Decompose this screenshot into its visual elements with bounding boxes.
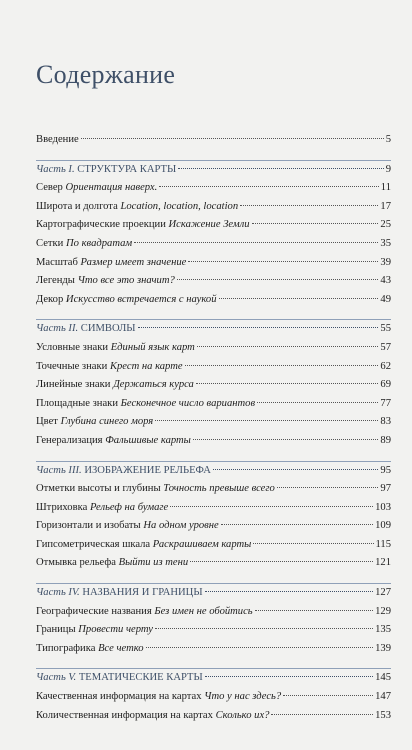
dot-leader [257, 402, 378, 403]
toc-page-number: 17 [380, 200, 391, 212]
toc-entry [36, 376, 391, 395]
part-name: СИМВОЛЫ [80, 323, 136, 335]
toc-page-number: 83 [380, 416, 391, 428]
part-title [36, 161, 176, 180]
toc-page-number: 115 [375, 538, 391, 550]
entry-topic: Цвет [36, 416, 58, 428]
entry-topic: Горизонтали и изобаты [36, 520, 141, 532]
toc-entry [36, 272, 391, 291]
toc-entry-label [36, 179, 157, 198]
toc-entry [36, 536, 391, 555]
dot-leader [213, 469, 379, 470]
entry-topic: Генерализация [36, 434, 103, 446]
toc-entry-label [36, 536, 251, 555]
dot-leader [252, 223, 379, 224]
toc-entry [36, 179, 391, 198]
dot-leader [190, 561, 373, 562]
toc-entry [36, 254, 391, 273]
entry-subtitle: Выйти из тени [118, 557, 189, 569]
part-number: Часть I. [36, 163, 75, 175]
dot-leader [81, 138, 384, 139]
entry-subtitle: Без имен не обойтись [154, 605, 253, 617]
dot-leader [185, 365, 379, 366]
toc-page-number: 25 [380, 219, 391, 231]
toc-entry [36, 291, 391, 310]
entry-topic: Границы [36, 624, 76, 636]
toc-entry-label [36, 198, 238, 217]
toc-page-number: 145 [375, 672, 391, 684]
entry-topic: Картографические проекции [36, 219, 166, 231]
dot-leader [205, 591, 374, 592]
toc-page-number: 5 [385, 134, 391, 145]
entry-topic: Качественная информация на картах [36, 691, 202, 703]
part-title [36, 462, 211, 481]
toc-part-heading [36, 584, 391, 603]
part-title [36, 320, 136, 339]
dot-leader [193, 439, 379, 440]
toc-entry-label [36, 376, 194, 395]
toc-entry [36, 235, 391, 254]
dot-leader [255, 610, 373, 611]
entry-topic: Линейные знаки [36, 379, 111, 391]
toc-entry-label [36, 291, 217, 310]
toc-page-number: 121 [375, 557, 391, 569]
toc-page-number: 9 [385, 163, 391, 175]
part-number: Часть V. [36, 672, 77, 684]
toc-page-number: 69 [380, 379, 391, 391]
entry-subtitle: Точность превыше всего [163, 483, 275, 495]
toc-entry-label [36, 554, 188, 573]
toc-entry-label: Введение [36, 134, 79, 145]
part-name: СТРУКТУРА КАРТЫ [77, 163, 177, 175]
entry-subtitle: Провести черту [78, 624, 153, 636]
dot-leader [221, 524, 373, 525]
toc-page-number: 147 [375, 691, 391, 703]
toc-entry-label [36, 603, 253, 622]
toc-entry-label [36, 216, 250, 235]
toc-entry-label [36, 235, 132, 254]
dot-leader [240, 205, 378, 206]
dot-leader [219, 298, 379, 299]
entry-subtitle: Держаться курса [113, 379, 194, 391]
toc-page-number: 129 [375, 605, 391, 617]
entry-subtitle: Искажение Земли [168, 219, 250, 231]
toc-parts [36, 160, 391, 726]
dot-leader [197, 346, 379, 347]
entry-topic: Сетки [36, 237, 64, 249]
dot-leader [205, 676, 373, 677]
toc-entry-label [36, 517, 219, 536]
toc-page-number: 39 [380, 256, 391, 268]
dot-leader [146, 647, 374, 648]
dot-leader [170, 506, 373, 507]
entry-topic: Площадные знаки [36, 397, 118, 409]
toc-entry-label [36, 432, 191, 451]
part-number: Часть IV. [36, 587, 80, 599]
entry-topic: Масштаб [36, 256, 78, 268]
dot-leader [196, 383, 379, 384]
entry-subtitle: Что у нас здесь? [204, 691, 282, 703]
toc-entry-label [36, 254, 186, 273]
toc-page-number: 43 [380, 275, 391, 287]
toc-entry [36, 707, 391, 726]
dot-leader [283, 695, 373, 696]
toc-entry [36, 432, 391, 451]
entry-subtitle: На одном уровне [143, 520, 219, 532]
entry-topic: Декор [36, 293, 64, 305]
toc-page-number: 62 [380, 360, 391, 372]
toc-part-heading [36, 320, 391, 339]
entry-subtitle: Location, location, location [120, 200, 239, 212]
toc-page-number: 77 [380, 397, 391, 409]
toc-entry [36, 688, 391, 707]
toc-entry [36, 198, 391, 217]
entry-subtitle: Глубина синего моря [60, 416, 154, 428]
part-title [36, 584, 203, 603]
entry-subtitle: Единый язык карт [110, 341, 195, 353]
toc-part-heading [36, 462, 391, 481]
entry-subtitle: Что все это значит? [77, 275, 175, 287]
entry-subtitle: Размер имеет значение [80, 256, 187, 268]
entry-topic: Легенды [36, 275, 75, 287]
toc-entry-label [36, 413, 153, 432]
entry-subtitle: Ориентация наверх. [65, 182, 158, 194]
toc-page-number: 55 [380, 323, 391, 335]
entry-topic: Условные знаки [36, 341, 109, 353]
entry-subtitle: Все четко [98, 642, 144, 654]
part-name: НАЗВАНИЯ И ГРАНИЦЫ [82, 587, 203, 599]
toc-entry-label [36, 395, 255, 414]
entry-topic: Типографика [36, 642, 96, 654]
toc-entry [36, 480, 391, 499]
dot-leader [277, 487, 379, 488]
toc-entry-label [36, 499, 168, 518]
dot-leader [178, 168, 383, 169]
toc-page-number: 11 [380, 182, 391, 194]
dot-leader [177, 279, 379, 280]
toc-entry [36, 499, 391, 518]
toc-entry [36, 339, 391, 358]
toc-entry [36, 395, 391, 414]
entry-subtitle: Фальшивые карты [105, 434, 191, 446]
toc-part-heading [36, 669, 391, 688]
toc-page-number: 109 [375, 520, 391, 532]
toc-page-number: 127 [375, 587, 391, 599]
dot-leader [188, 261, 378, 262]
dot-leader [253, 543, 373, 544]
toc-entry-label [36, 640, 144, 659]
dot-leader [155, 628, 373, 629]
entry-topic: Отметки высоты и глубины [36, 483, 161, 495]
entry-topic: Штриховка [36, 501, 88, 513]
part-name: ТЕМАТИЧЕСКИЕ КАРТЫ [78, 672, 203, 684]
page-title: Содержание [36, 60, 176, 89]
toc-entry-label [36, 621, 153, 640]
toc-page-number: 57 [380, 341, 391, 353]
entry-topic: Широта и долгота [36, 200, 118, 212]
part-number: Часть II. [36, 323, 79, 335]
toc-entry [36, 640, 391, 659]
table-of-contents [36, 131, 391, 725]
toc-page-number: 95 [380, 464, 391, 476]
toc-entry [36, 621, 391, 640]
toc-entry-label [36, 480, 275, 499]
toc-entry-label [36, 358, 183, 377]
entry-topic: Количественная информация на картах [36, 709, 213, 721]
toc-page-number: 139 [375, 642, 391, 654]
toc-entry [36, 413, 391, 432]
dot-leader [138, 327, 379, 328]
entry-topic: Гипсометрическая шкала [36, 538, 151, 550]
toc-entry [36, 517, 391, 536]
toc-entry [36, 554, 391, 573]
entry-subtitle: Искусство встречается с наукой [65, 293, 217, 305]
part-number: Часть III. [36, 464, 82, 476]
entry-topic: Север [36, 182, 63, 194]
entry-subtitle: Бесконечное число вариантов [120, 397, 256, 409]
toc-page-number: 97 [380, 483, 391, 495]
dot-leader [155, 420, 378, 421]
entry-topic: Географические названия [36, 605, 152, 617]
toc-entry-label [36, 707, 269, 726]
dot-leader [159, 186, 379, 187]
part-title [36, 669, 203, 688]
toc-entry-label [36, 339, 195, 358]
toc-page-number: 153 [375, 709, 391, 721]
entry-subtitle: Раскрашиваем карты [152, 538, 252, 550]
entry-subtitle: Крест на карте [109, 360, 183, 372]
entry-subtitle: Рельеф на бумаге [89, 501, 169, 513]
toc-entry-label [36, 272, 175, 291]
dot-leader [134, 242, 378, 243]
toc-page-number: 35 [380, 237, 391, 249]
toc-page-number: 103 [375, 501, 391, 513]
toc-entry [36, 358, 391, 377]
toc-entry-intro [36, 131, 391, 150]
toc-page-number: 135 [375, 624, 391, 636]
dot-leader [271, 714, 373, 715]
part-name: ИЗОБРАЖЕНИЕ РЕЛЬЕФА [84, 464, 211, 476]
toc-entry [36, 603, 391, 622]
toc-entry-label [36, 688, 281, 707]
entry-topic: Точечные знаки [36, 360, 108, 372]
toc-page-number: 89 [380, 434, 391, 446]
toc-part-heading [36, 161, 391, 180]
toc-page-number: 49 [380, 293, 391, 305]
toc-entry [36, 216, 391, 235]
entry-topic: Отмывка рельефа [36, 557, 116, 569]
entry-subtitle: По квадратам [66, 237, 133, 249]
entry-subtitle: Сколько их? [215, 709, 270, 721]
